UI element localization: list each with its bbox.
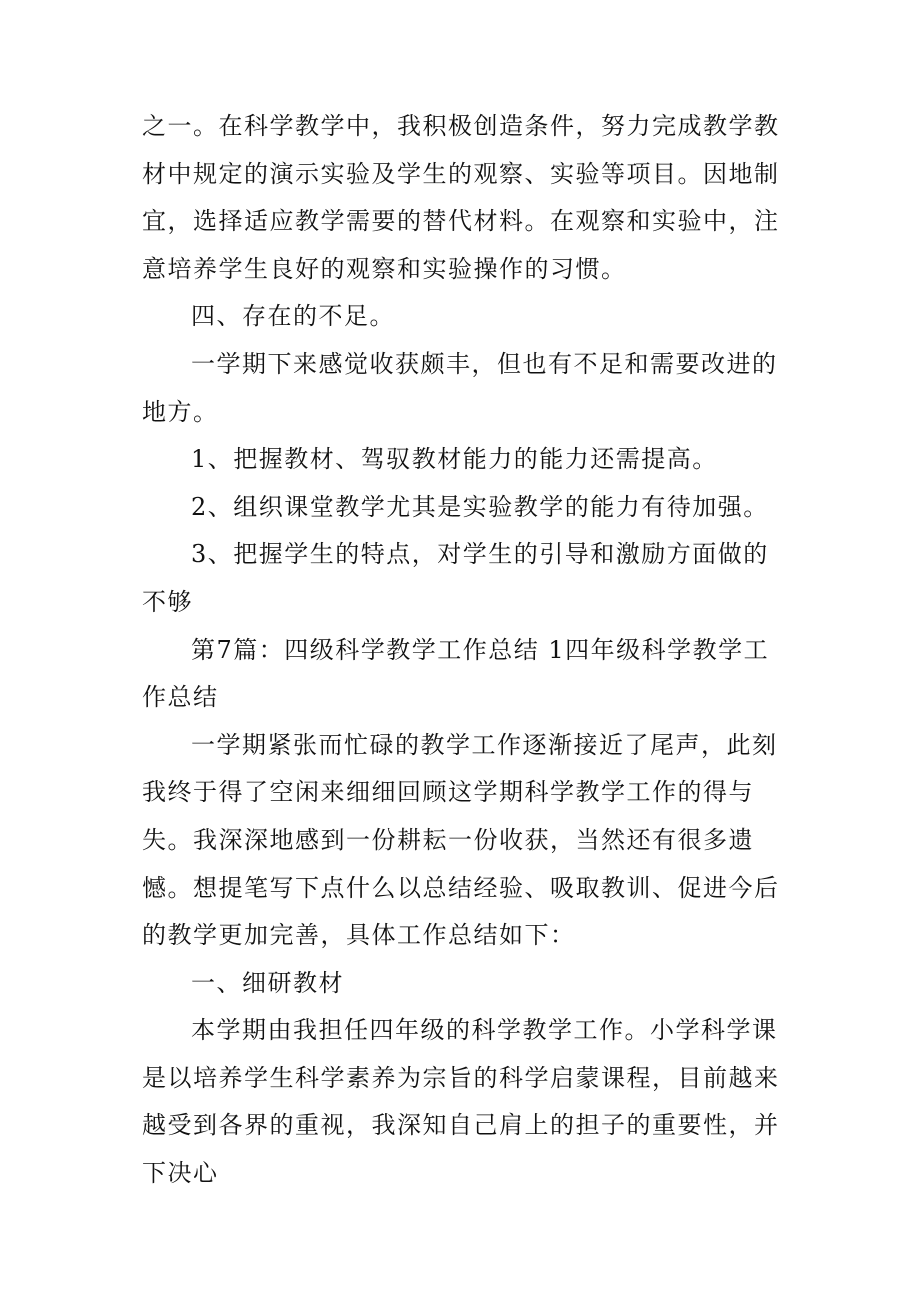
section-heading-shortcomings: 四、存在的不足。 [191,302,395,331]
paragraph-continuation: 之一。在科学教学中，我积极创造条件，努力完成教学教材中规定的演示实验及学生的观察、实验等项目。因地制宜，选择适应教学需要的替代材料。在观察和实验中，注意培养学生良好的观察和实验操作的习惯。 [142,112,780,283]
section-heading-study-materials: 一、细研教材 [191,968,344,997]
list-item-3: 3、把握学生的特点，对学生的引导和激励方面做的不够 [142,540,769,616]
document-body [142,103,792,1198]
list-item-1: 1、把握教材、驾驭教材能力的能力还需提高。 [191,445,718,474]
article-title: 第7篇：四级科学教学工作总结 1四年级科学教学工作总结 [142,635,770,712]
paragraph-intro: 一学期紧张而忙碌的教学工作逐渐接近了尾声，此刻我终于得了空闲来细细回顾这学期科学教学工作的得与失。我深深地感到一份耕耘一份收获，当然还有很多遗憾。想提笔写下点什么以总结经验、吸取教训、促进今后的教学更加完善，具体工作总结如下： [142,730,780,950]
paragraph-summary: 一学期下来感觉收获颇丰，但也有不足和需要改进的地方。 [142,349,778,426]
list-item-2: 2、组织课堂教学尤其是实验教学的能力有待加强。 [191,492,769,521]
paragraph-body: 本学期由我担任四年级的科学教学工作。小学科学课是以培养学生科学素养为宗旨的科学启蒙课程，目前越来越受到各界的重视，我深知自己肩上的担子的重要性，并下决心 [142,1016,780,1188]
